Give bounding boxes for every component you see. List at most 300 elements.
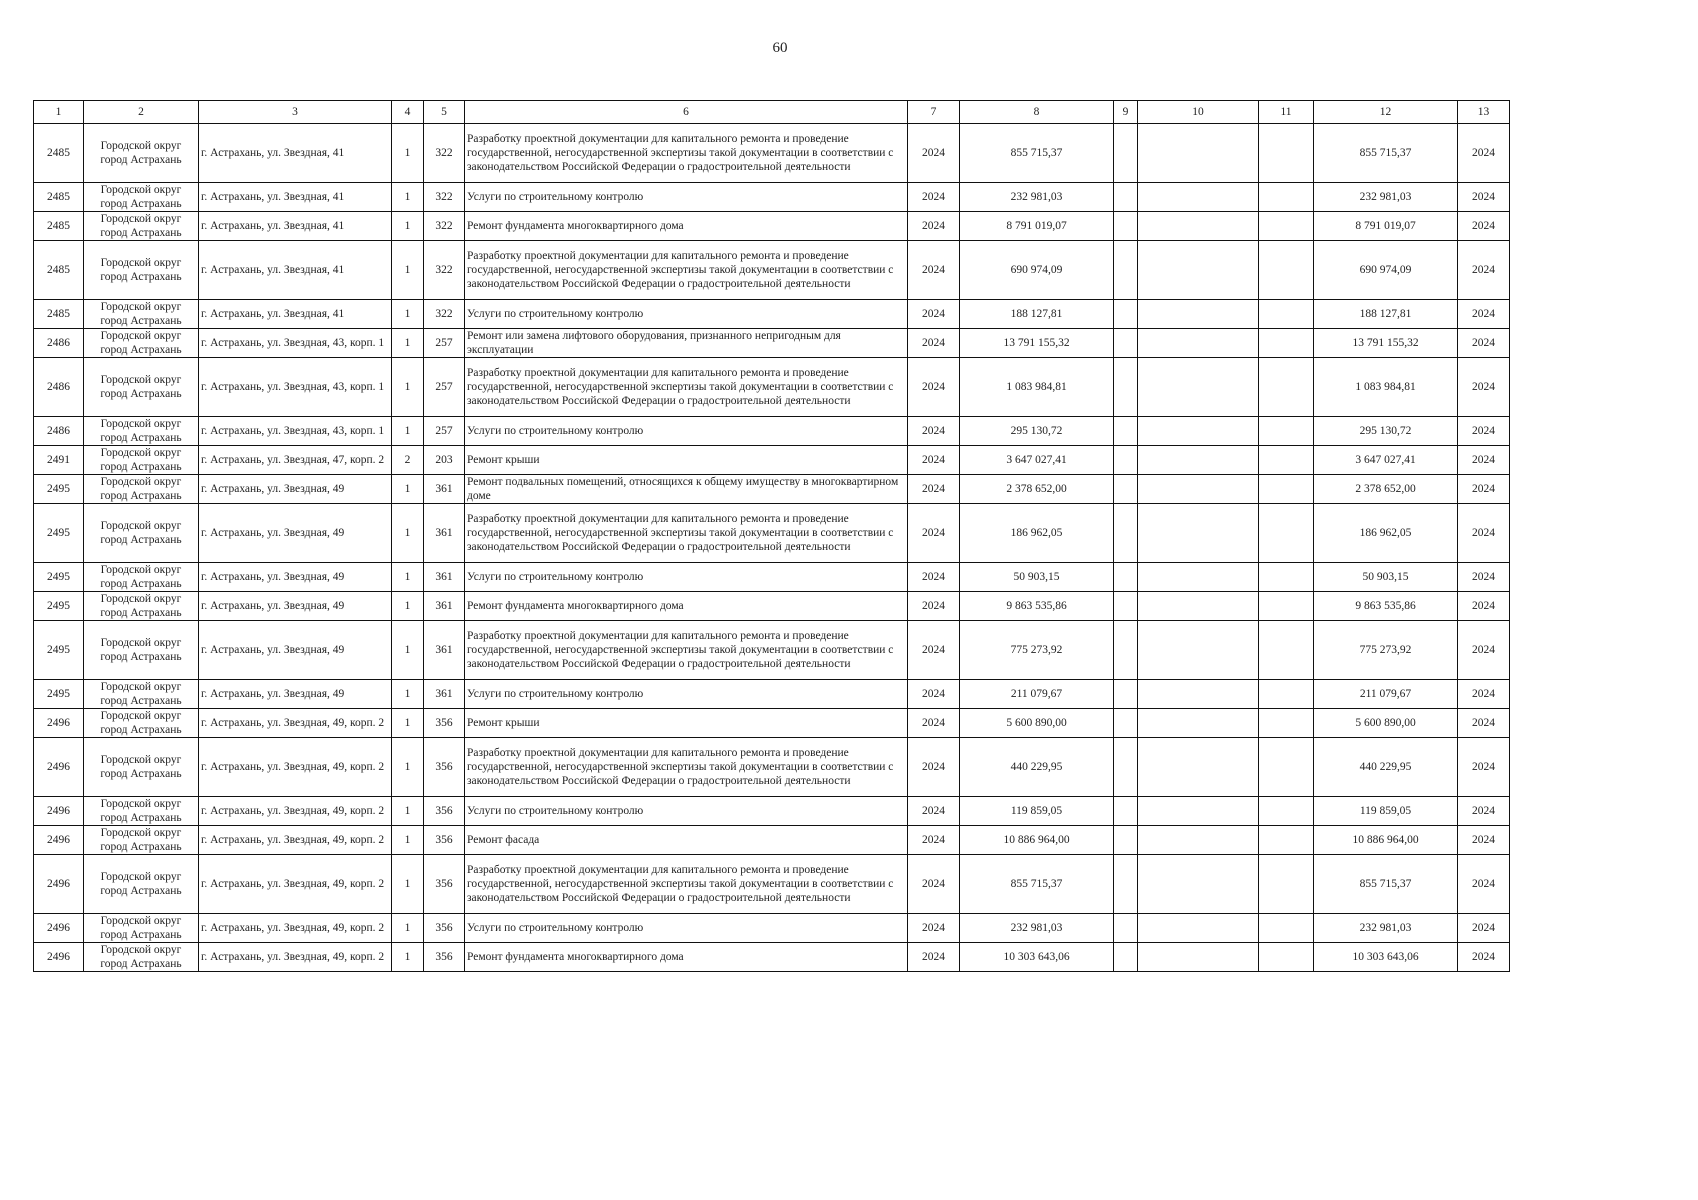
cell-col-5: 361	[424, 504, 465, 563]
cell-cost: 440 229,95	[960, 738, 1114, 797]
cell-municipality: Городской округ город Астрахань	[84, 241, 199, 300]
cell-col-11	[1259, 417, 1314, 446]
cell-work-type: Разработку проектной документации для капитального ремонта и проведение государственной, негосударственной экспертизы такой документации в соответствии с законодательством Российской Федерации о градостроительной деятельности	[465, 358, 908, 417]
cell-cost: 2 378 652,00	[960, 475, 1114, 504]
cell-address: г. Астрахань, ул. Звездная, 43, корп. 1	[199, 358, 392, 417]
cell-year: 2024	[908, 358, 960, 417]
cell-col-4: 1	[392, 329, 424, 358]
cell-col-9	[1114, 212, 1138, 241]
cell-col-9	[1114, 124, 1138, 183]
cell-col-9	[1114, 943, 1138, 972]
cell-col-11	[1259, 680, 1314, 709]
table-row	[34, 212, 1510, 241]
cell-total: 1 083 984,81	[1314, 358, 1458, 417]
cell-row-number: 2495	[34, 621, 84, 680]
cell-col-11	[1259, 300, 1314, 329]
cell-row-number: 2495	[34, 504, 84, 563]
cell-col-9	[1114, 914, 1138, 943]
cell-work-type: Разработку проектной документации для капитального ремонта и проведение государственной, негосударственной экспертизы такой документации в соответствии с законодательством Российской Федерации о градостроительной деятельности	[465, 241, 908, 300]
cell-col-10	[1138, 417, 1259, 446]
cell-year-end: 2024	[1458, 475, 1510, 504]
cell-total: 119 859,05	[1314, 797, 1458, 826]
cell-total: 10 886 964,00	[1314, 826, 1458, 855]
cell-col-10	[1138, 446, 1259, 475]
cell-address: г. Астрахань, ул. Звездная, 49, корп. 2	[199, 797, 392, 826]
cell-col-4: 1	[392, 914, 424, 943]
cell-col-11	[1259, 475, 1314, 504]
cell-address: г. Астрахань, ул. Звездная, 41	[199, 300, 392, 329]
cell-year: 2024	[908, 504, 960, 563]
cell-cost: 295 130,72	[960, 417, 1114, 446]
cell-col-10	[1138, 797, 1259, 826]
table-row	[34, 504, 1510, 563]
cell-col-10	[1138, 329, 1259, 358]
cell-col-4: 1	[392, 680, 424, 709]
header-col-7: 7	[908, 101, 960, 124]
cell-col-4: 1	[392, 183, 424, 212]
cell-col-5: 361	[424, 621, 465, 680]
cell-cost: 8 791 019,07	[960, 212, 1114, 241]
cell-year-end: 2024	[1458, 212, 1510, 241]
header-col-5: 5	[424, 101, 465, 124]
cell-work-type: Разработку проектной документации для капитального ремонта и проведение государственной, негосударственной экспертизы такой документации в соответствии с законодательством Российской Федерации о градостроительной деятельности	[465, 738, 908, 797]
cell-municipality: Городской округ город Астрахань	[84, 300, 199, 329]
table-row	[34, 300, 1510, 329]
table-row	[34, 241, 1510, 300]
cell-total: 3 647 027,41	[1314, 446, 1458, 475]
cell-municipality: Городской округ город Астрахань	[84, 329, 199, 358]
cell-work-type: Услуги по строительному контролю	[465, 914, 908, 943]
cell-col-9	[1114, 300, 1138, 329]
cell-work-type: Разработку проектной документации для капитального ремонта и проведение государственной, негосударственной экспертизы такой документации в соответствии с законодательством Российской Федерации о градостроительной деятельности	[465, 621, 908, 680]
cell-col-4: 1	[392, 417, 424, 446]
cell-col-10	[1138, 855, 1259, 914]
cell-col-11	[1259, 358, 1314, 417]
cell-total: 50 903,15	[1314, 563, 1458, 592]
cell-row-number: 2496	[34, 738, 84, 797]
cell-year-end: 2024	[1458, 680, 1510, 709]
cell-col-5: 322	[424, 300, 465, 329]
cell-work-type: Услуги по строительному контролю	[465, 183, 908, 212]
cell-year-end: 2024	[1458, 329, 1510, 358]
cell-year: 2024	[908, 943, 960, 972]
table-row	[34, 329, 1510, 358]
cell-year-end: 2024	[1458, 300, 1510, 329]
cell-year: 2024	[908, 563, 960, 592]
cell-total: 775 273,92	[1314, 621, 1458, 680]
header-col-3: 3	[199, 101, 392, 124]
cell-cost: 232 981,03	[960, 183, 1114, 212]
cell-col-9	[1114, 563, 1138, 592]
cell-municipality: Городской округ город Астрахань	[84, 358, 199, 417]
cell-col-4: 1	[392, 855, 424, 914]
cell-address: г. Астрахань, ул. Звездная, 49, корп. 2	[199, 914, 392, 943]
cell-year: 2024	[908, 592, 960, 621]
cell-col-10	[1138, 183, 1259, 212]
cell-total: 2 378 652,00	[1314, 475, 1458, 504]
cell-col-11	[1259, 241, 1314, 300]
cell-year: 2024	[908, 241, 960, 300]
cell-work-type: Услуги по строительному контролю	[465, 417, 908, 446]
cell-cost: 10 303 643,06	[960, 943, 1114, 972]
cell-address: г. Астрахань, ул. Звездная, 49, корп. 2	[199, 826, 392, 855]
cell-work-type: Ремонт крыши	[465, 446, 908, 475]
cell-col-4: 1	[392, 943, 424, 972]
table-row	[34, 709, 1510, 738]
cell-col-5: 322	[424, 241, 465, 300]
cell-col-11	[1259, 563, 1314, 592]
cell-address: г. Астрахань, ул. Звездная, 49	[199, 563, 392, 592]
cell-year-end: 2024	[1458, 241, 1510, 300]
header-col-12: 12	[1314, 101, 1458, 124]
cell-work-type: Ремонт фундамента многоквартирного дома	[465, 212, 908, 241]
cell-year: 2024	[908, 914, 960, 943]
cell-work-type: Разработку проектной документации для капитального ремонта и проведение государственной, негосударственной экспертизы такой документации в соответствии с законодательством Российской Федерации о градостроительной деятельности	[465, 855, 908, 914]
cell-col-11	[1259, 738, 1314, 797]
cell-col-5: 356	[424, 943, 465, 972]
cell-year: 2024	[908, 621, 960, 680]
cell-address: г. Астрахань, ул. Звездная, 43, корп. 1	[199, 329, 392, 358]
cell-col-4: 1	[392, 241, 424, 300]
cell-row-number: 2495	[34, 563, 84, 592]
page-number: 60	[772, 40, 788, 56]
table-row	[34, 914, 1510, 943]
cell-row-number: 2486	[34, 329, 84, 358]
cell-col-9	[1114, 417, 1138, 446]
cell-row-number: 2495	[34, 680, 84, 709]
cell-col-10	[1138, 680, 1259, 709]
cell-municipality: Городской округ город Астрахань	[84, 504, 199, 563]
table-row	[34, 183, 1510, 212]
header-col-6: 6	[465, 101, 908, 124]
cell-work-type: Услуги по строительному контролю	[465, 300, 908, 329]
cell-municipality: Городской округ город Астрахань	[84, 914, 199, 943]
cell-year-end: 2024	[1458, 914, 1510, 943]
cell-row-number: 2485	[34, 212, 84, 241]
header-col-2: 2	[84, 101, 199, 124]
cell-address: г. Астрахань, ул. Звездная, 49	[199, 680, 392, 709]
cell-municipality: Городской округ город Астрахань	[84, 797, 199, 826]
cell-col-9	[1114, 621, 1138, 680]
header-col-10: 10	[1138, 101, 1259, 124]
cell-municipality: Городской округ город Астрахань	[84, 709, 199, 738]
cell-col-11	[1259, 446, 1314, 475]
cell-row-number: 2496	[34, 943, 84, 972]
cell-col-5: 257	[424, 358, 465, 417]
table-row	[34, 797, 1510, 826]
cell-col-5: 356	[424, 914, 465, 943]
cell-municipality: Городской округ город Астрахань	[84, 212, 199, 241]
cell-col-10	[1138, 563, 1259, 592]
cell-col-4: 1	[392, 797, 424, 826]
cell-row-number: 2485	[34, 300, 84, 329]
cell-row-number: 2486	[34, 358, 84, 417]
cell-col-10	[1138, 738, 1259, 797]
cell-year: 2024	[908, 826, 960, 855]
cell-col-9	[1114, 855, 1138, 914]
cell-col-4: 1	[392, 738, 424, 797]
cell-work-type: Ремонт подвальных помещений, относящихся к общему имуществу в многоквартирном доме	[465, 475, 908, 504]
cell-col-10	[1138, 300, 1259, 329]
cell-cost: 13 791 155,32	[960, 329, 1114, 358]
cell-municipality: Городской округ город Астрахань	[84, 943, 199, 972]
cell-municipality: Городской округ город Астрахань	[84, 592, 199, 621]
cell-col-11	[1259, 183, 1314, 212]
table-row	[34, 680, 1510, 709]
cell-work-type: Ремонт крыши	[465, 709, 908, 738]
cell-row-number: 2496	[34, 709, 84, 738]
cell-col-10	[1138, 914, 1259, 943]
cell-year: 2024	[908, 417, 960, 446]
cell-row-number: 2496	[34, 914, 84, 943]
cell-year-end: 2024	[1458, 797, 1510, 826]
cell-total: 440 229,95	[1314, 738, 1458, 797]
cell-total: 13 791 155,32	[1314, 329, 1458, 358]
header-col-8: 8	[960, 101, 1114, 124]
cell-col-10	[1138, 241, 1259, 300]
cell-municipality: Городской округ город Астрахань	[84, 855, 199, 914]
cell-col-4: 1	[392, 563, 424, 592]
cell-cost: 690 974,09	[960, 241, 1114, 300]
table-row	[34, 621, 1510, 680]
cell-col-11	[1259, 943, 1314, 972]
cell-col-9	[1114, 446, 1138, 475]
cell-cost: 1 083 984,81	[960, 358, 1114, 417]
table-row	[34, 358, 1510, 417]
cell-municipality: Городской округ город Астрахань	[84, 680, 199, 709]
cell-col-5: 361	[424, 680, 465, 709]
cell-address: г. Астрахань, ул. Звездная, 49	[199, 475, 392, 504]
cell-col-11	[1259, 709, 1314, 738]
cell-col-4: 1	[392, 475, 424, 504]
cell-col-10	[1138, 475, 1259, 504]
cell-work-type: Услуги по строительному контролю	[465, 797, 908, 826]
cell-address: г. Астрахань, ул. Звездная, 43, корп. 1	[199, 417, 392, 446]
cell-col-9	[1114, 797, 1138, 826]
cell-col-10	[1138, 943, 1259, 972]
cell-year: 2024	[908, 709, 960, 738]
cell-total: 9 863 535,86	[1314, 592, 1458, 621]
table-row	[34, 417, 1510, 446]
cell-cost: 9 863 535,86	[960, 592, 1114, 621]
cell-col-11	[1259, 621, 1314, 680]
cell-total: 8 791 019,07	[1314, 212, 1458, 241]
cell-col-10	[1138, 592, 1259, 621]
cell-cost: 119 859,05	[960, 797, 1114, 826]
cell-col-9	[1114, 738, 1138, 797]
cell-year-end: 2024	[1458, 826, 1510, 855]
cell-year: 2024	[908, 475, 960, 504]
cell-year-end: 2024	[1458, 446, 1510, 475]
cell-col-11	[1259, 914, 1314, 943]
cell-col-5: 257	[424, 417, 465, 446]
cell-year: 2024	[908, 212, 960, 241]
cell-municipality: Городской округ город Астрахань	[84, 563, 199, 592]
table-row	[34, 592, 1510, 621]
cell-col-10	[1138, 124, 1259, 183]
cell-col-11	[1259, 124, 1314, 183]
cell-col-4: 1	[392, 709, 424, 738]
cell-year-end: 2024	[1458, 621, 1510, 680]
cell-col-4: 1	[392, 358, 424, 417]
header-col-9: 9	[1114, 101, 1138, 124]
cell-row-number: 2485	[34, 124, 84, 183]
table-row	[34, 826, 1510, 855]
cell-col-11	[1259, 797, 1314, 826]
cell-address: г. Астрахань, ул. Звездная, 41	[199, 124, 392, 183]
cell-work-type: Ремонт фундамента многоквартирного дома	[465, 592, 908, 621]
header-col-13: 13	[1458, 101, 1510, 124]
header-col-1: 1	[34, 101, 84, 124]
cell-year-end: 2024	[1458, 358, 1510, 417]
cell-year: 2024	[908, 124, 960, 183]
cell-address: г. Астрахань, ул. Звездная, 41	[199, 212, 392, 241]
cell-year-end: 2024	[1458, 592, 1510, 621]
cell-col-5: 203	[424, 446, 465, 475]
cell-row-number: 2491	[34, 446, 84, 475]
cell-total: 188 127,81	[1314, 300, 1458, 329]
cell-col-11	[1259, 855, 1314, 914]
cell-municipality: Городской округ город Астрахань	[84, 826, 199, 855]
cell-cost: 3 647 027,41	[960, 446, 1114, 475]
cell-col-9	[1114, 183, 1138, 212]
cell-col-9	[1114, 358, 1138, 417]
cell-col-9	[1114, 475, 1138, 504]
cell-address: г. Астрахань, ул. Звездная, 49	[199, 592, 392, 621]
cell-col-4: 1	[392, 124, 424, 183]
cell-col-5: 356	[424, 709, 465, 738]
cell-work-type: Ремонт или замена лифтового оборудования, признанного непригодным для эксплуатации	[465, 329, 908, 358]
cell-year: 2024	[908, 329, 960, 358]
cell-cost: 855 715,37	[960, 855, 1114, 914]
cell-work-type: Услуги по строительному контролю	[465, 563, 908, 592]
cell-year: 2024	[908, 855, 960, 914]
cell-year-end: 2024	[1458, 943, 1510, 972]
cell-municipality: Городской округ город Астрахань	[84, 124, 199, 183]
cell-year-end: 2024	[1458, 124, 1510, 183]
cell-col-4: 1	[392, 300, 424, 329]
cell-total: 855 715,37	[1314, 855, 1458, 914]
cell-cost: 232 981,03	[960, 914, 1114, 943]
cell-col-5: 356	[424, 855, 465, 914]
cell-cost: 50 903,15	[960, 563, 1114, 592]
cell-year-end: 2024	[1458, 183, 1510, 212]
cell-total: 10 303 643,06	[1314, 943, 1458, 972]
cell-cost: 10 886 964,00	[960, 826, 1114, 855]
table-body	[34, 124, 1510, 972]
cell-col-11	[1259, 504, 1314, 563]
cell-address: г. Астрахань, ул. Звездная, 49, корп. 2	[199, 943, 392, 972]
cell-col-9	[1114, 241, 1138, 300]
cell-year-end: 2024	[1458, 709, 1510, 738]
cell-col-4: 1	[392, 592, 424, 621]
cell-cost: 775 273,92	[960, 621, 1114, 680]
cell-col-9	[1114, 592, 1138, 621]
cell-row-number: 2495	[34, 475, 84, 504]
cell-col-4: 1	[392, 621, 424, 680]
table-row	[34, 943, 1510, 972]
cell-municipality: Городской округ город Астрахань	[84, 475, 199, 504]
cell-total: 232 981,03	[1314, 914, 1458, 943]
cell-total: 855 715,37	[1314, 124, 1458, 183]
cell-row-number: 2485	[34, 183, 84, 212]
cell-cost: 186 962,05	[960, 504, 1114, 563]
cell-col-5: 356	[424, 797, 465, 826]
capital-repair-table	[33, 100, 1510, 972]
cell-col-5: 356	[424, 738, 465, 797]
cell-row-number: 2485	[34, 241, 84, 300]
cell-municipality: Городской округ город Астрахань	[84, 183, 199, 212]
cell-year: 2024	[908, 738, 960, 797]
cell-col-10	[1138, 212, 1259, 241]
cell-col-5: 322	[424, 124, 465, 183]
cell-total: 690 974,09	[1314, 241, 1458, 300]
cell-col-10	[1138, 709, 1259, 738]
table-row	[34, 738, 1510, 797]
cell-col-11	[1259, 592, 1314, 621]
cell-year-end: 2024	[1458, 855, 1510, 914]
cell-address: г. Астрахань, ул. Звездная, 49, корп. 2	[199, 709, 392, 738]
cell-col-4: 1	[392, 826, 424, 855]
cell-col-5: 361	[424, 592, 465, 621]
cell-total: 5 600 890,00	[1314, 709, 1458, 738]
cell-col-5: 361	[424, 563, 465, 592]
header-row	[34, 101, 1510, 124]
cell-row-number: 2496	[34, 826, 84, 855]
cell-col-9	[1114, 826, 1138, 855]
cell-col-5: 322	[424, 183, 465, 212]
cell-col-10	[1138, 621, 1259, 680]
header-col-4: 4	[392, 101, 424, 124]
cell-year: 2024	[908, 797, 960, 826]
cell-col-4: 1	[392, 212, 424, 241]
cell-work-type: Услуги по строительному контролю	[465, 680, 908, 709]
cell-year-end: 2024	[1458, 504, 1510, 563]
cell-year: 2024	[908, 680, 960, 709]
cell-col-5: 322	[424, 212, 465, 241]
cell-year-end: 2024	[1458, 738, 1510, 797]
cell-col-5: 356	[424, 826, 465, 855]
cell-col-9	[1114, 680, 1138, 709]
cell-year: 2024	[908, 446, 960, 475]
cell-cost: 855 715,37	[960, 124, 1114, 183]
cell-col-5: 257	[424, 329, 465, 358]
cell-col-9	[1114, 329, 1138, 358]
cell-col-5: 361	[424, 475, 465, 504]
table-row	[34, 446, 1510, 475]
cell-cost: 188 127,81	[960, 300, 1114, 329]
cell-work-type: Разработку проектной документации для капитального ремонта и проведение государственной, негосударственной экспертизы такой документации в соответствии с законодательством Российской Федерации о градостроительной деятельности	[465, 504, 908, 563]
cell-address: г. Астрахань, ул. Звездная, 49	[199, 621, 392, 680]
cell-total: 211 079,67	[1314, 680, 1458, 709]
table-row	[34, 855, 1510, 914]
cell-year: 2024	[908, 183, 960, 212]
table-row	[34, 475, 1510, 504]
cell-col-10	[1138, 826, 1259, 855]
cell-address: г. Астрахань, ул. Звездная, 41	[199, 183, 392, 212]
cell-col-11	[1259, 212, 1314, 241]
cell-work-type: Ремонт фасада	[465, 826, 908, 855]
cell-year-end: 2024	[1458, 417, 1510, 446]
cell-col-4: 2	[392, 446, 424, 475]
table-row	[34, 124, 1510, 183]
cell-row-number: 2496	[34, 855, 84, 914]
cell-address: г. Астрахань, ул. Звездная, 47, корп. 2	[199, 446, 392, 475]
cell-cost: 211 079,67	[960, 680, 1114, 709]
cell-year: 2024	[908, 300, 960, 329]
cell-col-11	[1259, 329, 1314, 358]
cell-municipality: Городской округ город Астрахань	[84, 621, 199, 680]
